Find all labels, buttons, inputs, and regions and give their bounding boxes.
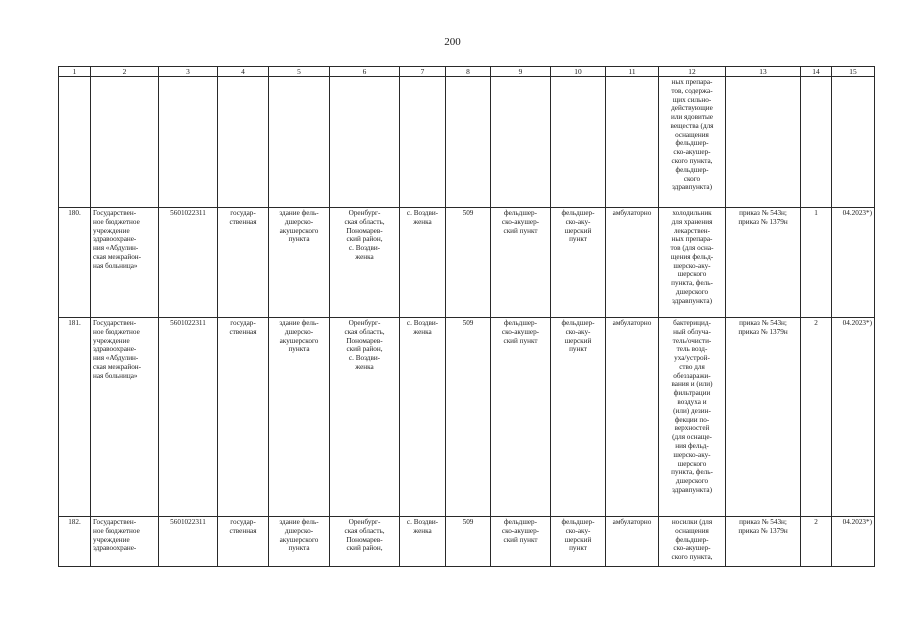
population-cell: 509 <box>446 517 491 567</box>
column-number: 9 <box>491 67 551 77</box>
quantity-cell: 2 <box>801 318 832 517</box>
table-row <box>59 318 875 517</box>
equipment-cell: ных препара- тов, содержа- щих сильно- действующие или ядовитые вещества (для оснащения фельдшер- ско-акушер- ского пункта, фельдшер- ского здравпункта) <box>659 77 726 208</box>
equipment-cell: носилки (для оснащения фельдшер- ско-акушер- ского пункта, <box>659 517 726 567</box>
population-cell: 509 <box>446 208 491 318</box>
column-number: 13 <box>726 67 801 77</box>
building-cell: здание фель- дшерско- акушерского пункта <box>269 318 330 517</box>
equipment-cell: холодильник для хранения лекарствен- ных препара- тов (для осна- щения фельд- шерско-аку- шерского пункта, фель- дшерского здравпункта) <box>659 208 726 318</box>
unit-cell: фельдшер- ско-акушер- ский пункт <box>491 208 551 318</box>
column-number: 2 <box>91 67 159 77</box>
table-row <box>59 208 875 318</box>
address-cell: Оренбург- ская область, Пономарев- ский район, с. Воздви- женка <box>330 318 400 517</box>
continuation-row <box>59 77 875 208</box>
care-type-cell: амбулаторно <box>606 517 659 567</box>
column-number: 11 <box>606 67 659 77</box>
column-number: 6 <box>330 67 400 77</box>
column-number: 8 <box>446 67 491 77</box>
subunit-cell: фельдшер- ско-аку- шерский пункт <box>551 318 606 517</box>
subunit-cell: фельдшер- ско-аку- шерский пункт <box>551 517 606 567</box>
quantity-cell: 1 <box>801 208 832 318</box>
column-number: 7 <box>400 67 446 77</box>
address-cell: Оренбург- ская область, Пономарев- ский район, с. Воздви- женка <box>330 208 400 318</box>
subunit-cell: фельдшер- ско-аку- шерский пункт <box>551 208 606 318</box>
registry-table <box>58 66 875 567</box>
unit-cell: фельдшер- ско-акушер- ский пункт <box>491 318 551 517</box>
row-number: 180. <box>59 208 91 318</box>
column-number: 4 <box>218 67 269 77</box>
care-type-cell: амбулаторно <box>606 318 659 517</box>
population-cell: 509 <box>446 318 491 517</box>
row-number: 181. <box>59 318 91 517</box>
column-number: 15 <box>832 67 875 77</box>
building-cell: здание фель- дшерско- акушерского пункта <box>269 517 330 567</box>
column-number: 14 <box>801 67 832 77</box>
equipment-cell: бактерицид- ный облуча- тель/очисти- тель возд- уха/устрой- ство для обеззаражи- вания и (или) фильтрации воздуха и (или) дезин- фекции по- верхностей (для оснаще- ния фельд- шерско-аку- шерского пункта, фель- дшерского здравпункта) <box>659 318 726 517</box>
organization-cell: Государствен- ное бюджетное учреждение здравоохране- ния «Абдулин- ская межрайон- ная больница» <box>91 208 159 318</box>
organization-cell: Государствен- ное бюджетное учреждение здравоохране- <box>91 517 159 567</box>
table-row <box>59 517 875 567</box>
ownership-cell: государ- ственная <box>218 318 269 517</box>
order-cell: приказ № 543н; приказ № 1379н <box>726 517 801 567</box>
address-cell: Оренбург- ская область, Пономарев- ский район, <box>330 517 400 567</box>
page-number: 200 <box>444 36 461 48</box>
column-number: 12 <box>659 67 726 77</box>
care-type-cell: амбулаторно <box>606 208 659 318</box>
inn-cell: 5601022311 <box>159 517 218 567</box>
unit-cell: фельдшер- ско-акушер- ский пункт <box>491 517 551 567</box>
order-cell: приказ № 543н; приказ № 1379н <box>726 318 801 517</box>
order-cell: приказ № 543н; приказ № 1379н <box>726 208 801 318</box>
ownership-cell: государ- ственная <box>218 517 269 567</box>
row-number: 182. <box>59 517 91 567</box>
date-cell: 04.2023*) <box>832 318 875 517</box>
inn-cell: 5601022311 <box>159 208 218 318</box>
column-number: 1 <box>59 67 91 77</box>
locality-cell: с. Воздви- женка <box>400 318 446 517</box>
column-number-row <box>59 67 875 77</box>
column-number: 5 <box>269 67 330 77</box>
locality-cell: с. Воздви- женка <box>400 208 446 318</box>
inn-cell: 5601022311 <box>159 318 218 517</box>
column-number: 3 <box>159 67 218 77</box>
organization-cell: Государствен- ное бюджетное учреждение здравоохране- ния «Абдулин- ская межрайон- ная больница» <box>91 318 159 517</box>
quantity-cell: 2 <box>801 517 832 567</box>
date-cell: 04.2023*) <box>832 208 875 318</box>
date-cell: 04.2023*) <box>832 517 875 567</box>
ownership-cell: государ- ственная <box>218 208 269 318</box>
locality-cell: с. Воздви- женка <box>400 517 446 567</box>
column-number: 10 <box>551 67 606 77</box>
building-cell: здание фель- дшерско- акушерского пункта <box>269 208 330 318</box>
